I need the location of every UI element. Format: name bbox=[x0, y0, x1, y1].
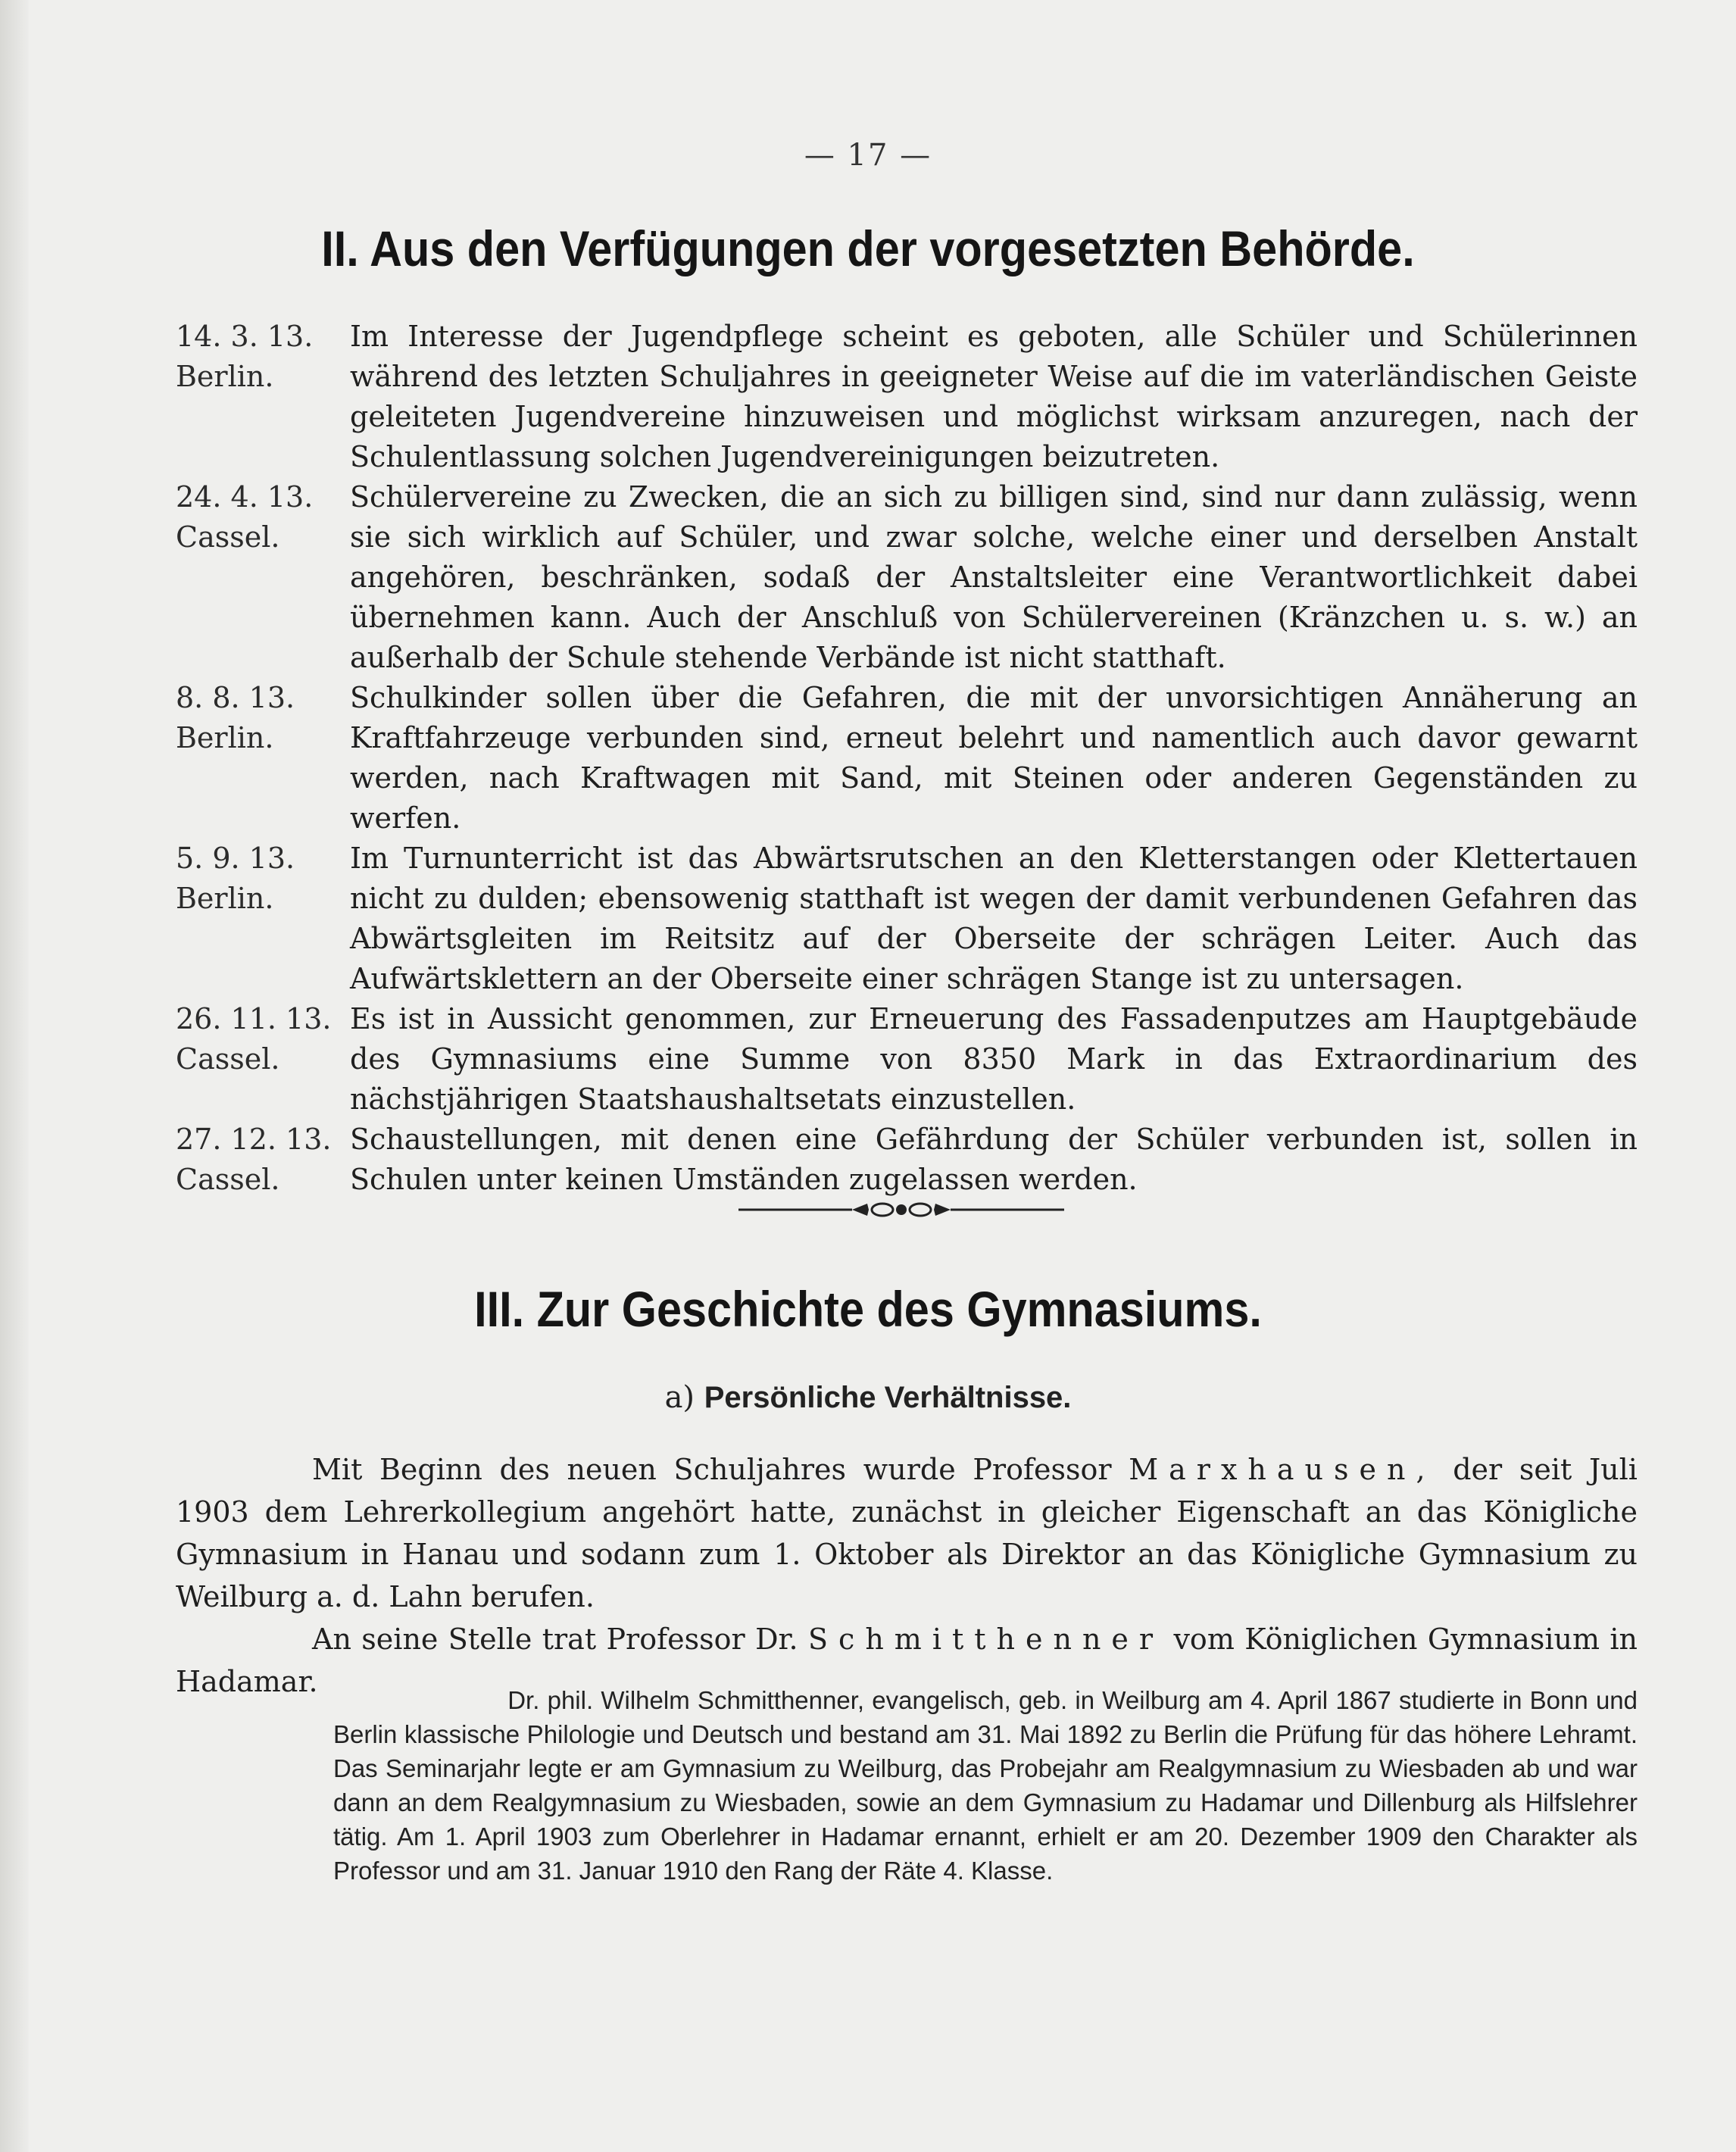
decree-text: Im Turnunterricht ist das Abwärtsrutschen an den Kletterstangen oder Klettertauen nicht zu dulden; ebensowenig statthaft ist wegen der damit verbundenen Gefahren das Abwärtsgleiten im Reitsitz auf der Oberseite der schrägen Leiter. Auch das Aufwärtsklettern an der Oberseite einer schrägen Stange ist zu untersagen. bbox=[350, 842, 1638, 995]
ornamental-divider bbox=[738, 1197, 1064, 1223]
person-name-spaced: Schmitthenner bbox=[808, 1623, 1164, 1656]
decree-date: 5. 9. 13. bbox=[176, 842, 295, 875]
decree-date-place bbox=[176, 477, 350, 678]
decree-place: Cassel. bbox=[176, 1163, 280, 1196]
biographical-footnote bbox=[333, 1683, 1638, 1888]
decree-place: Cassel. bbox=[176, 520, 280, 554]
decree-place: Berlin. bbox=[176, 360, 274, 393]
decree-entry bbox=[176, 678, 1638, 839]
decree-entry bbox=[176, 839, 1638, 999]
decree-text: Schülervereine zu Zwecken, die an sich zu billigen sind, sind nur dann zulässig, wenn sie sich wirklich auf Schüler, und zwar solche, welche einer und derselben Anstalt angehören, beschränken, sodaß der Anstaltsleiter eine Verantwortlichkeit dabei übernehmen kann. Auch der Anschluß von Schülervereinen (Kränzchen u. s. w.) an außerhalb der Schule stehende Verbände ist nicht statthaft. bbox=[350, 480, 1638, 674]
paragraph-text: vom Königlichen Gymnasium in Hadamar. bbox=[176, 1623, 1638, 1698]
decree-date-place bbox=[176, 678, 350, 839]
subsection-heading bbox=[0, 1380, 1736, 1415]
subsection-label: a) bbox=[664, 1380, 695, 1415]
decree-place: Berlin. bbox=[176, 882, 274, 915]
page-spine-shadow bbox=[0, 0, 29, 2152]
paragraph bbox=[176, 1448, 1638, 1618]
decree-date-place bbox=[176, 999, 350, 1120]
decree-text: Schulkinder sollen über die Gefahren, die mit der unvorsichtigen Annäherung an Kraftfahrzeuge verbunden sind, erneut belehrt und namentlich auch davor gewarnt werden, nach Kraftwagen mit Sand, mit Steinen oder anderen Gegenständen zu werfen. bbox=[350, 681, 1638, 835]
footnote-text: evangelisch, geb. in Weilburg am 4. April 1867 studierte in Bonn und Berlin klassische Philologie und Deutsch und bestand am 31. Mai 1892 zu Berlin die Prüfung für das höhere Lehramt. Das Seminarjahr legte er am Gymnasium zu Weilburg, das Probejahr am Realgymnasium zu Wiesbaden ab und war dann an dem Realgymnasium zu Wiesbaden, sowie an dem Gymnasium zu Hadamar und Dillenburg als Hilfslehrer tätig. Am 1. April 1903 zum Oberlehrer in Hadamar ernannt, erhielt er am 20. Dezember 1909 den Charakter als Professor und am 31. Januar 1910 den Rang der Räte 4. Klasse. bbox=[333, 1686, 1638, 1885]
page-number: — 17 — bbox=[804, 138, 932, 173]
paragraph-text: der seit Juli 1903 dem Lehrerkollegium angehört hatte, zunächst in gleicher Eigenschaft an das Königliche Gymnasium in Hanau und sodann zum 1. Oktober als Direktor an das Königliche Gymnasium zu Weilburg a. d. Lahn berufen. bbox=[176, 1453, 1638, 1613]
footnote-name: Wilhelm Schmitthenner, bbox=[601, 1686, 865, 1714]
decree-place: Berlin. bbox=[176, 721, 274, 754]
decree-entry bbox=[176, 477, 1638, 678]
decree-date-place bbox=[176, 1120, 350, 1200]
decree-text: Es ist in Aussicht genommen, zur Erneuerung des Fassadenputzes am Hauptgebäude des Gymnasiums eine Summe von 8350 Mark in das Extraordinarium des nächstjährigen Staatshaushaltsetats einzustellen. bbox=[350, 1002, 1638, 1116]
decree-entry bbox=[176, 1120, 1638, 1200]
decree-date: 26. 11. 13. bbox=[176, 1002, 332, 1035]
decree-date: 8. 8. 13. bbox=[176, 681, 295, 714]
subsection-title: Persönliche Verhältnisse. bbox=[704, 1381, 1072, 1414]
decree-text: Im Interesse der Jugendpflege scheint es geboten, alle Schüler und Schülerinnen während des letzten Schuljahres in geeigneter Weise auf die im vaterländischen Geiste geleiteten Jugendvereine hinzuweisen und möglichst wirksam anzuregen, nach der Schulentlassung solchen Jugendvereinigungen beizutreten. bbox=[350, 320, 1638, 473]
decree-entry bbox=[176, 317, 1638, 477]
footnote-name-prefix: Dr. phil. bbox=[507, 1686, 594, 1714]
decree-date-place bbox=[176, 839, 350, 999]
decree-date: 24. 4. 13. bbox=[176, 480, 314, 514]
paragraph-text: Mit Beginn des neuen Schuljahres wurde Professor bbox=[312, 1453, 1112, 1486]
person-name-spaced: Marxhausen, bbox=[1129, 1453, 1436, 1486]
paragraph-text: An seine Stelle trat Professor Dr. bbox=[312, 1623, 798, 1656]
decree-place: Cassel. bbox=[176, 1042, 280, 1076]
decree-date-place bbox=[176, 317, 350, 477]
decree-date: 27. 12. 13. bbox=[176, 1123, 332, 1156]
decree-date: 14. 3. 13. bbox=[176, 320, 314, 353]
section-heading-verfuegungen: II. Aus den Verfügungen der vorgesetzten Behörde. bbox=[321, 220, 1415, 276]
decree-entry bbox=[176, 999, 1638, 1120]
decree-list bbox=[176, 317, 1638, 1200]
body-text bbox=[176, 1448, 1638, 1703]
section-heading-geschichte: III. Zur Geschichte des Gymnasiums. bbox=[474, 1281, 1262, 1337]
decree-text: Schaustellungen, mit denen eine Gefährdung der Schüler verbunden ist, sollen in Schulen unter keinen Umständen zugelassen werden. bbox=[350, 1123, 1638, 1196]
